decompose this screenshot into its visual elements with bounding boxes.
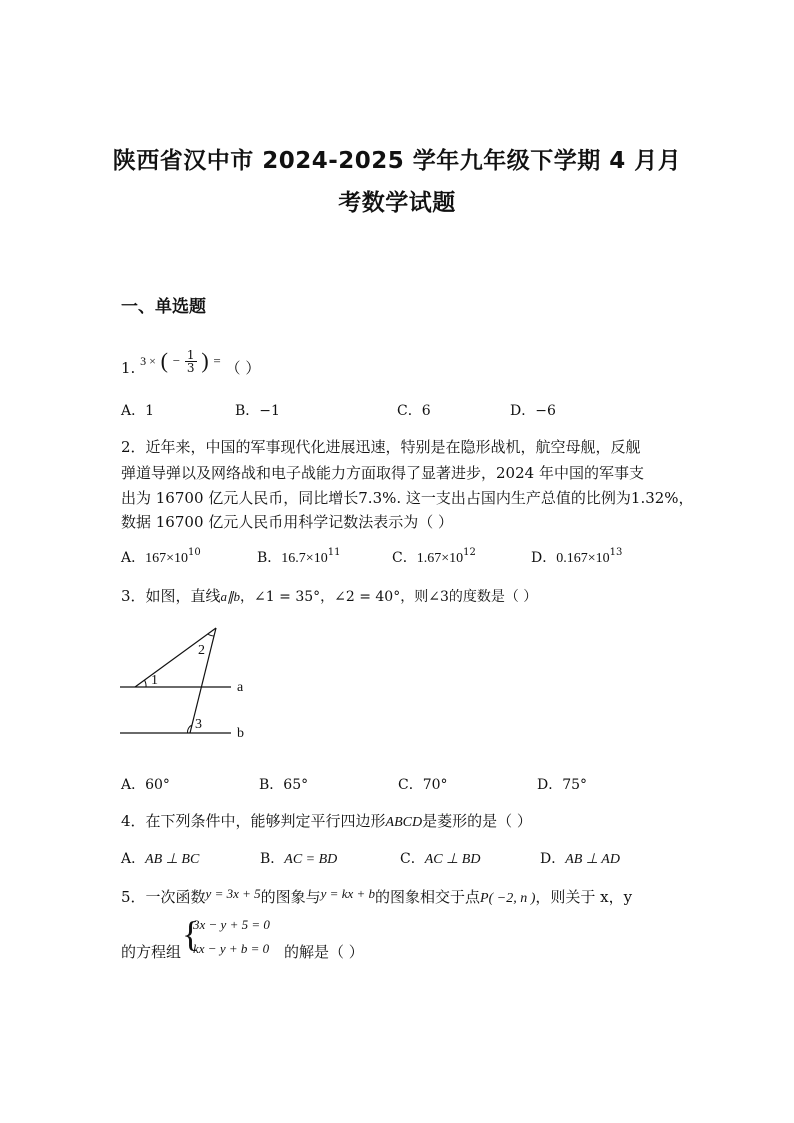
answer-blank: （ ） — [225, 359, 261, 377]
q3-geometry-figure — [115, 625, 260, 750]
label-a: a — [237, 680, 244, 695]
q2-line-4: 数据 16700 亿元人民币用科学记数法表示为（ ） — [121, 513, 454, 531]
option-text: AC = BD — [284, 852, 338, 867]
q4-option-d — [540, 848, 620, 868]
q5-point: P( −2, n ) — [480, 891, 536, 906]
q4-shape: ABCD — [385, 815, 423, 830]
option-label: A． — [121, 550, 146, 566]
option-exponent: 12 — [463, 547, 476, 558]
q5-stem-e: 的方程组 — [121, 943, 182, 961]
fraction — [185, 349, 197, 374]
question-4 — [121, 810, 532, 831]
option-text: AB ⊥ BC — [145, 852, 200, 867]
q2-line-1: 2．近年来，中国的军事现代化进展迅速，特别是在隐形战机，航空母舰，反舰 — [121, 438, 641, 456]
q3-parallel: a∥b — [220, 589, 241, 604]
option-text: AB ⊥ AD — [565, 852, 620, 867]
q5-equation-2: kx − y + b = 0 — [193, 941, 270, 956]
question-3 — [121, 585, 537, 606]
option-label: D． — [540, 851, 566, 867]
q5-function-1: y = 3x + 5 — [205, 886, 261, 901]
equals-sign: = — [213, 353, 221, 368]
q5-equation-1: 3x − y + 5 = 0 — [193, 917, 270, 932]
frac-sign: − — [172, 353, 181, 368]
option-base: 167×10 — [145, 551, 189, 566]
q4-stem-a: 4．在下列条件中，能够判定平行四边形 — [121, 812, 386, 830]
expr-prefix: 3 × — [140, 354, 156, 368]
angle-1-arc — [145, 681, 146, 688]
option-label: C． — [392, 550, 417, 566]
q3-option-a: A．60° — [121, 777, 170, 793]
label-angle-3: 3 — [195, 717, 202, 732]
q5-stem-b: 的图象与 — [260, 888, 321, 906]
q4-option-a — [121, 848, 199, 868]
q2-line-3: 出为 16700 亿元人民币，同比增长7.3%. 这一支出占国内生产总值的比例为1.32%， — [121, 489, 694, 507]
exam-title-line1: 陕西省汉中市 2024-2025 学年九年级下学期 4 月月 — [112, 148, 682, 174]
q2-option-c — [392, 547, 476, 567]
q2-option-b — [257, 547, 340, 567]
option-label: C． — [400, 851, 425, 867]
question-number: 1. — [121, 359, 136, 377]
option-base: 16.7×10 — [281, 551, 328, 566]
exam-title-line2: 考数学试题 — [338, 190, 456, 216]
option-text: AC ⊥ BD — [424, 852, 481, 867]
question-5 — [121, 886, 632, 907]
option-exponent: 13 — [609, 547, 623, 558]
q5-stem-f: 的解是（ ） — [284, 943, 364, 961]
label-angle-1: 1 — [151, 673, 158, 688]
system-brace: { — [182, 914, 200, 954]
q2-option-d — [531, 547, 622, 567]
q5-function-2: y = kx + b — [320, 886, 376, 901]
option-label: B． — [260, 851, 285, 867]
q2-option-a — [121, 547, 201, 567]
q3-option-c: C．70° — [398, 777, 448, 793]
q3-option-d: D．75° — [537, 777, 588, 793]
question-1 — [121, 348, 260, 378]
q3-stem-b: ，∠1 = 35°，∠2 = 40°，则∠3的度数是（ ） — [240, 589, 538, 605]
q5-stem-a: 5．一次函数 — [121, 888, 206, 906]
q1-option-a: A．1 — [121, 403, 155, 419]
q4-stem-b: 是菱形的是（ ） — [422, 812, 532, 830]
q3-stem-a: 3．如图，直线 — [121, 587, 221, 605]
label-b: b — [237, 726, 244, 741]
option-label: A． — [121, 851, 146, 867]
option-base: 0.167×10 — [556, 551, 610, 566]
option-base: 1.67×10 — [416, 551, 464, 566]
option-label: B． — [257, 550, 282, 566]
paren-close: ) — [201, 348, 209, 373]
option-label: D． — [531, 550, 557, 566]
section-heading: 一、单选题 — [121, 297, 206, 317]
q4-option-c — [400, 848, 480, 868]
q1-option-d: D．−6 — [510, 403, 556, 419]
angle-2-arc — [208, 634, 214, 636]
q3-option-b: B．65° — [259, 777, 309, 793]
fraction-numerator: 1 — [186, 347, 195, 362]
option-exponent: 11 — [327, 547, 341, 558]
label-angle-2: 2 — [198, 643, 205, 658]
q1-option-c: C．6 — [397, 403, 431, 419]
paren-open: ( — [160, 348, 168, 373]
q5-stem-c: 的图象相交于点 — [375, 888, 481, 906]
q1-option-b: B．−1 — [235, 403, 280, 419]
q2-line-2: 弹道导弹以及网络战和电子战能力方面取得了显著进步，2024 年中国的军事支 — [121, 464, 644, 482]
q4-option-b — [260, 848, 337, 868]
q5-stem-d: ，则关于 x，y — [535, 888, 633, 906]
fraction-denominator: 3 — [186, 360, 195, 375]
option-exponent: 10 — [188, 547, 201, 558]
